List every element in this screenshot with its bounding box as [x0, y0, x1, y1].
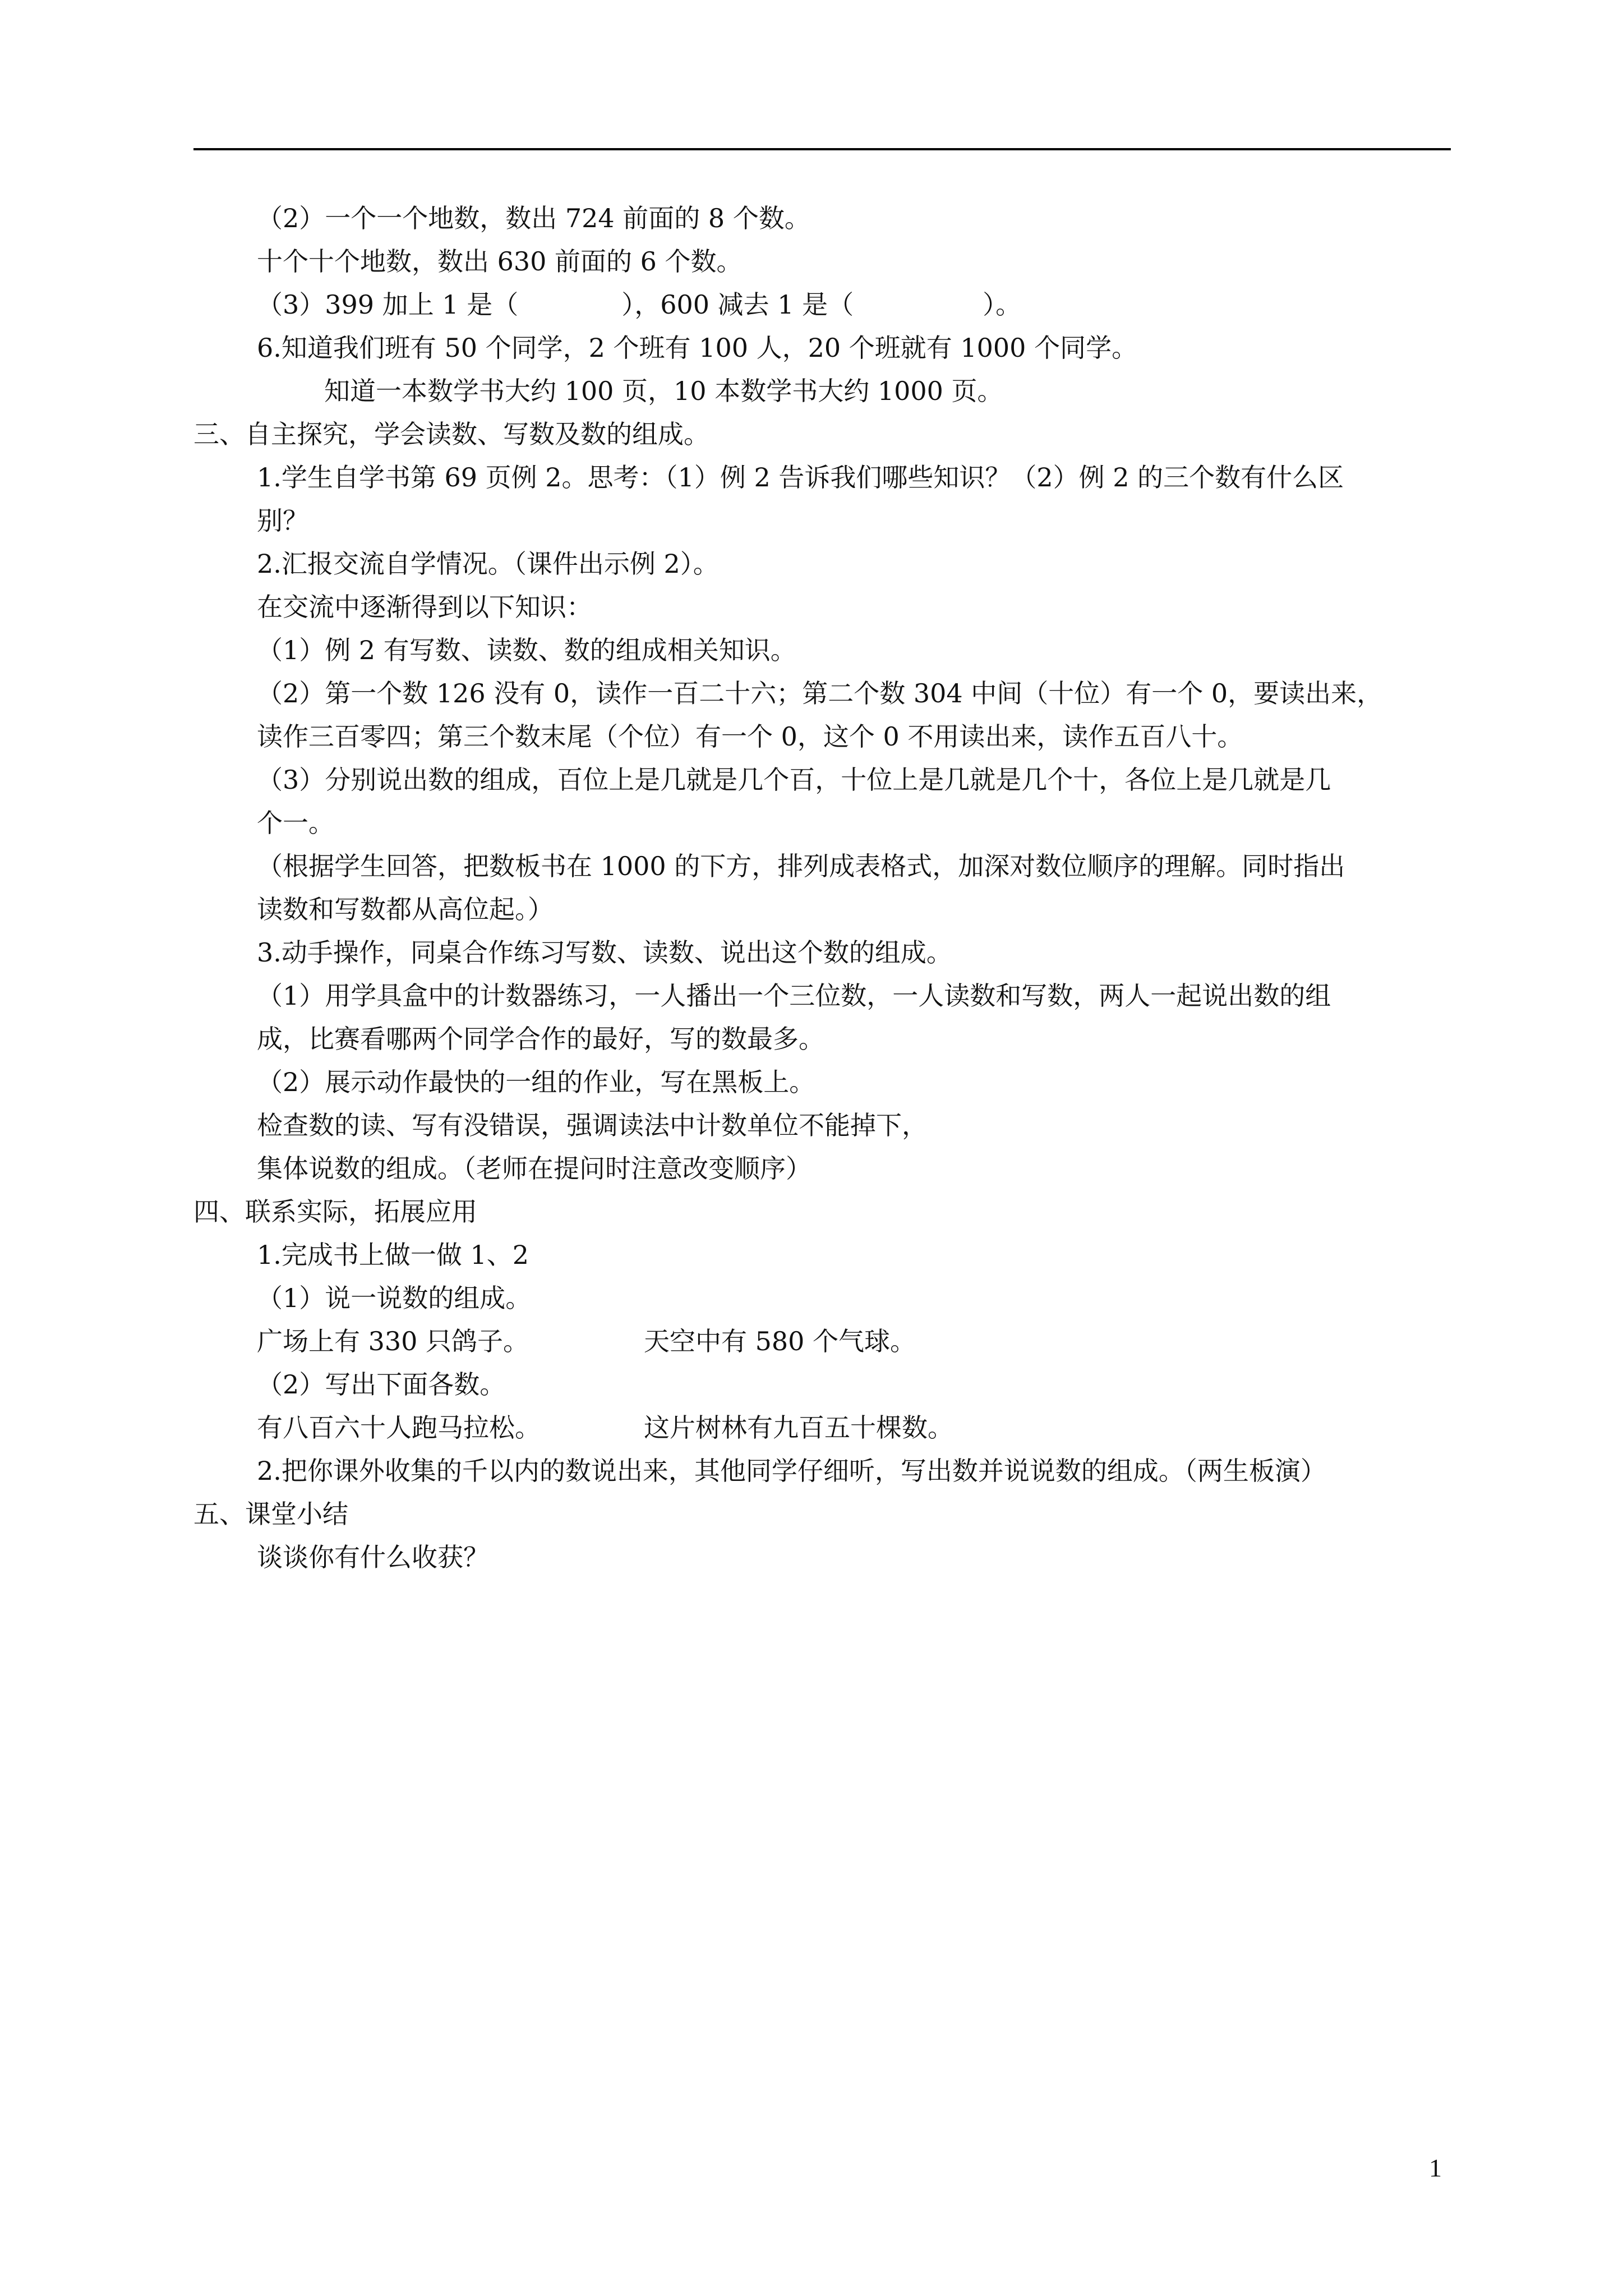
section-heading: 三、自主探究，学会读数、写数及数的组成。: [193, 419, 709, 449]
text-line: （3）分别说出数的组成，百位上是几就是几个百，十位上是几就是几个十，各位上是几就是几: [257, 765, 1331, 795]
text-line: 读作三百零四；第三个数末尾（个位）有一个 0，这个 0 不用读出来，读作五百八十。: [257, 721, 1243, 752]
text-line: （2）一个一个地数，数出 724 前面的 8 个数。: [257, 203, 810, 233]
text-line: 别？: [257, 505, 308, 536]
text-line: 个一。: [257, 808, 334, 838]
text-line: （2）展示动作最快的一组的作业，写在黑板上。: [257, 1067, 815, 1097]
text-line: 1.完成书上做一做 1、2: [257, 1240, 529, 1270]
text-line: 集体说数的组成。（老师在提问时注意改变顺序）: [257, 1153, 811, 1184]
header-rule: [193, 148, 1451, 150]
text-line: 2.把你课外收集的千以内的数说出来，其他同学仔细听，写出数并说说数的组成。（两生板演）: [257, 1456, 1326, 1486]
text-line: （1）例 2 有写数、读数、数的组成相关知识。: [257, 635, 796, 665]
text-line: 6.知道我们班有 50 个同学，2 个班有 100 人，20 个班就有 1000 个同学。: [257, 333, 1138, 363]
text-line: 1.学生自学书第 69 页例 2。思考：（1）例 2 告诉我们哪些知识？（2）例 2 的三个数有什么区: [257, 462, 1344, 493]
page-number: 1: [1429, 2154, 1442, 2182]
text-line: 知道一本数学书大约 100 页，10 本数学书大约 1000 页。: [324, 376, 1003, 406]
text-line: 检查数的读、写有没错误，强调读法中计数单位不能掉下，: [257, 1110, 928, 1140]
text-line: 3.动手操作，同桌合作练习写数、读数、说出这个数的组成。: [257, 937, 952, 968]
text-line: （2）第一个数 126 没有 0，读作一百二十六；第二个数 304 中间（十位）有一个 0，要读出来，: [257, 678, 1383, 708]
text-line: 广场上有 330 只鸽子。: [257, 1326, 529, 1356]
section-heading: 四、联系实际，拓展应用: [193, 1197, 477, 1227]
text-line: 2.汇报交流自学情况。（课件出示例 2）。: [257, 549, 719, 579]
text-line: 谈谈你有什么收获？: [257, 1542, 489, 1572]
text-line: （2）写出下面各数。: [257, 1369, 506, 1400]
text-line: 有八百六十人跑马拉松。: [257, 1412, 541, 1443]
text-line: 这片树林有九百五十棵数。: [644, 1412, 953, 1443]
text-line: 在交流中逐渐得到以下知识：: [257, 592, 592, 622]
section-heading: 五、课堂小结: [193, 1499, 348, 1529]
text-line: （3）399 加上 1 是（ ），600 减去 1 是（ ）。: [257, 289, 1022, 320]
text-line: （1）用学具盒中的计数器练习，一人播出一个三位数，一人读数和写数，两人一起说出数的组: [257, 981, 1331, 1011]
text-line: 成，比赛看哪两个同学合作的最好，写的数最多。: [257, 1024, 824, 1054]
text-line: 天空中有 580 个气球。: [644, 1326, 916, 1356]
text-line: （1）说一说数的组成。: [257, 1283, 532, 1313]
text-line: 读数和写数都从高位起。）: [257, 894, 554, 924]
text-line: 十个十个地数，数出 630 前面的 6 个数。: [257, 246, 743, 277]
text-line: （根据学生回答，把数板书在 1000 的下方，排列成表格式，加深对数位顺序的理解。同时指出: [257, 851, 1345, 881]
